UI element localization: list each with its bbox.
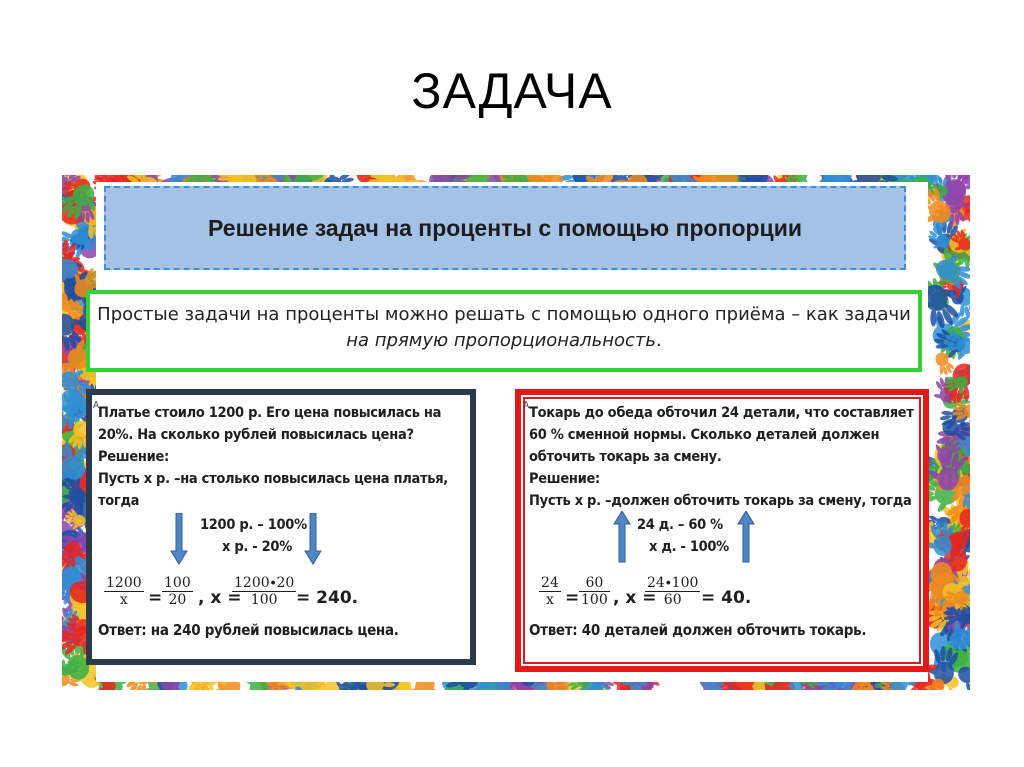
task-line: Пусть х р. –на столько повысилась цена платья,	[98, 471, 448, 487]
fraction: $\frac{24\cdot 100}{60}$	[647, 575, 699, 608]
task-line: Пусть х р. –должен обточить токарь за смену, тогда	[529, 493, 912, 509]
result: = 240.	[296, 588, 359, 608]
task-card-dress	[86, 389, 476, 665]
fraction: $\frac{100}{20}$	[164, 575, 191, 608]
intro-line-2	[90, 328, 918, 354]
intro-box	[86, 290, 922, 372]
x-equals: , х =	[613, 588, 657, 608]
arrow-down-icon	[304, 513, 322, 565]
task-line: Решение:	[529, 471, 600, 487]
proportion-line: 24 д. – 60 %	[637, 517, 723, 533]
task-line: Решение:	[98, 449, 169, 465]
fraction: $\frac{24}{x}$	[541, 575, 559, 608]
corner-marker: А	[93, 400, 100, 411]
fraction: $\frac{60}{100}$	[581, 575, 608, 608]
proportion-line: х д. - 100%	[649, 539, 729, 555]
task-card-turner	[515, 389, 929, 672]
arrow-up-icon	[613, 511, 631, 563]
task-line: Токарь до обеда обточил 24 детали, что составляет	[529, 405, 914, 421]
arrow-down-icon	[170, 513, 188, 565]
task-answer: Ответ: на 240 рублей повысилась цена.	[98, 621, 399, 639]
proportion-line: х р. - 20%	[222, 539, 292, 555]
intro-italic: на прямую пропорциональность	[346, 330, 656, 351]
x-equals: , х =	[198, 588, 242, 608]
task-line: Платье стоило 1200 р. Его цена повысилась на	[98, 405, 442, 421]
task-line: обточить токарь за смену.	[529, 449, 722, 465]
topic-header	[104, 186, 906, 270]
arrow-up-icon	[737, 511, 755, 563]
fraction: $\frac{1200}{x}$	[106, 575, 142, 608]
task-line: 20%. На сколько рублей повысилась цена?	[98, 427, 414, 443]
fraction: $\frac{1200\cdot 20}{100}$	[234, 575, 295, 608]
task-line: тогда	[98, 493, 140, 509]
task-answer: Ответ: 40 деталей должен обточить токарь.	[529, 621, 867, 639]
topic-header-text: Решение задач на проценты с помощью пропорции	[208, 214, 802, 241]
equals-sign: =	[565, 588, 580, 608]
corner-marker: А	[523, 400, 530, 411]
proportion-line: 1200 р. – 100%	[200, 517, 307, 533]
intro-period: .	[655, 330, 662, 351]
intro-line-1: Простые задачи на проценты можно решать с помощью одного приёма – как задачи	[97, 304, 911, 325]
equals-sign: =	[148, 588, 163, 608]
slide-title: ЗАДАЧА	[411, 63, 613, 119]
result: = 40.	[701, 588, 752, 608]
task-line: 60 % сменной нормы. Сколько деталей должен	[529, 427, 880, 443]
